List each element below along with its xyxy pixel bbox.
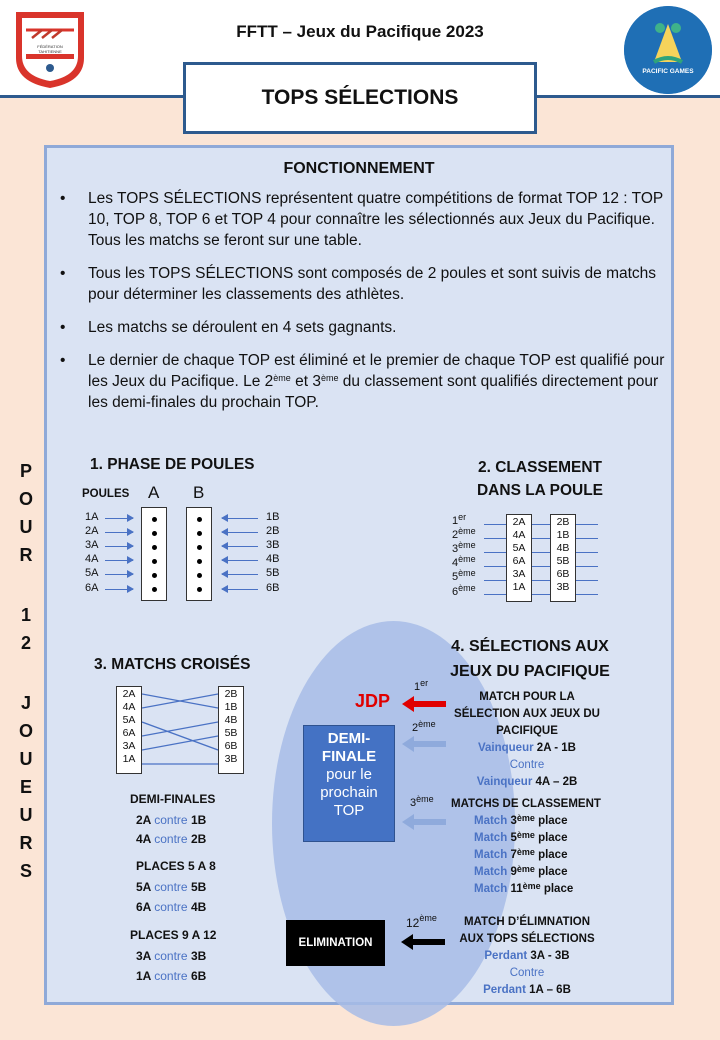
arrow-right [105,574,133,575]
jdp-label: JDP [355,691,391,711]
bullet-item: • Le dernier de chaque TOP est éliminé et le premier de chaque TOP est qualifié pour les Jeux du Pacifique. Le 2ème et 3ème du classement sont qualifiés directement pour les demi-finales du prochain TOP. [60,350,670,413]
poule-b-box [186,507,212,601]
demi-finale-box: DEMI- FINALE pour le prochain TOP [303,725,395,842]
match-line: 1A contre 6B [136,969,207,983]
matchs-croises-title: 3. MATCHS CROISÉS [94,656,251,673]
player-label: 5B [266,567,280,579]
side-letter: U [19,749,33,769]
player-label: 1A [85,511,99,523]
side-letter: E [19,777,32,797]
match-line: 2A contre 1B [136,813,207,827]
light-arrow-icon [402,736,446,752]
arrow-right [105,532,133,533]
croises-col-b: 2B 1B 4B 5B 6B 3B [218,686,244,774]
light-arrow-icon [402,814,446,830]
matchs-classement-title: MATCHS DE CLASSEMENT [451,798,601,810]
poule-a-label: A [148,483,160,502]
tops-selections-title: TOPS SÉLECTIONS [183,62,537,134]
match-selection-detail: Vainqueur 2A - 1B Contre Vainqueur 4A – 2B [476,742,578,788]
places-9-12-title: PLACES 9 A 12 [130,928,217,942]
place-line: Match 7ème place [474,847,568,861]
match-line: 4A contre 2B [136,832,207,846]
elimination-detail: Perdant 3A - 3B Contre Perdant 1A – 6B [483,950,571,996]
player-label: 2B [266,525,280,537]
fonctionnement-title: FONCTIONNEMENT [283,160,435,177]
rank-label: 6ème [452,583,476,598]
elimination-box: ELIMINATION [286,920,385,966]
place-line: Match 9ème place [474,864,568,878]
matchs-classement-list [474,813,573,898]
black-arrow-icon [401,934,445,950]
bullet-item: • Les TOPS SÉLECTIONS représentent quatre compétitions de format TOP 12 : TOP 10, TOP 8, TOP 6 et TOP 4 pour connaître les sélectionnés aux Jeux du Pacifique. Tous les matchs se feront sur une table. [60,188,670,251]
bullet-item: • Les matchs se déroulent en 4 sets gagnants. [60,317,670,338]
rank-label: 5ème [452,568,476,583]
places-5-8-title: PLACES 5 A 8 [136,859,216,873]
player-label: 4B [266,553,280,565]
side-letter: R [19,833,33,853]
pacific-games-logo: PACIFIC GAMES [624,6,712,94]
player-label: 2A [85,525,99,537]
player-label: 3B [266,539,280,551]
side-letter: R [19,545,33,565]
place-line: Match 5ème place [474,830,568,844]
arrow-left [222,546,258,547]
player-label: 4A [85,553,99,565]
side-letter: U [19,517,33,537]
third-rank-label: 3ème [410,794,434,809]
bullet-item: • Tous les TOPS SÉLECTIONS sont composés de 2 poules et sont suivis de matchs pour déterminer les classements des athlètes. [60,263,670,305]
match-selection-title: MATCH POUR LA SÉLECTION AUX JEUX DU PACIFIQUE [454,691,600,737]
side-letter: 1 [20,605,31,625]
player-label: 6B [266,582,280,594]
match-line: 3A contre 3B [136,949,207,963]
side-letter: O [18,489,33,509]
side-letter: 2 [20,633,31,653]
arrow-right [105,546,133,547]
arrow-left [222,532,258,533]
arrow-left [222,560,258,561]
match-line: 5A contre 5B [136,880,207,894]
croises-col-a: 2A 4A 5A 6A 3A 1A [116,686,142,774]
twelfth-rank-label: 12ème [406,913,437,930]
player-label: 5A [85,567,99,579]
arrow-right [105,518,133,519]
place-line: Match 3ème place [474,813,568,827]
red-arrow-icon [402,696,446,712]
player-label: 6A [85,582,99,594]
classement-title: 2. CLASSEMENT DANS LA POULE [476,459,603,499]
rank-label: 2ème [452,526,476,541]
fftt-logo: FÉDÉRATION TAHITIENNE [12,8,88,90]
classement-col-b: 2B 1B 4B 5B 6B 3B [550,514,576,602]
side-letter: U [19,805,33,825]
crossing-lines [142,686,218,774]
arrow-right [105,560,133,561]
demi-finales-list [136,811,206,849]
phase-poules-title: 1. PHASE DE POULES [90,456,255,473]
arrow-left [222,574,258,575]
rank-label: 3ème [452,540,476,555]
arrow-left [222,518,258,519]
arrow-right [105,589,133,590]
poule-a-box [141,507,167,601]
places-5-8-list [136,877,206,917]
side-letter: O [18,721,33,741]
poule-b-label: B [193,483,205,502]
rank-label: 1er [452,512,467,527]
place-line: Match 11ème place [474,881,574,895]
player-label: 1B [266,511,280,523]
classement-col-a: 2A 4A 5A 6A 3A 1A [506,514,532,602]
side-letter: S [19,861,32,881]
places-9-12-list [136,946,206,986]
selections-title: 4. SÉLECTIONS AUX JEUX DU PACIFIQUE [450,638,610,680]
side-letter: J [20,693,31,713]
side-letter: P [19,461,32,481]
arrow-left [222,589,258,590]
second-rank-label: 2ème [412,719,436,734]
demi-finales-title: DEMI-FINALES [130,792,216,806]
rank-label: 4ème [452,554,476,569]
fonctionnement-list [60,188,670,425]
poules-label: POULES [82,488,130,500]
match-line: 6A contre 4B [136,900,207,914]
player-label: 3A [85,539,99,551]
first-rank-label: 1er [414,678,429,693]
elimination-title: MATCH D’ÉLIMNATION AUX TOPS SÉLECTIONS [459,916,595,945]
page-header-title: FFTT – Jeux du Pacifique 2023 [236,22,484,41]
